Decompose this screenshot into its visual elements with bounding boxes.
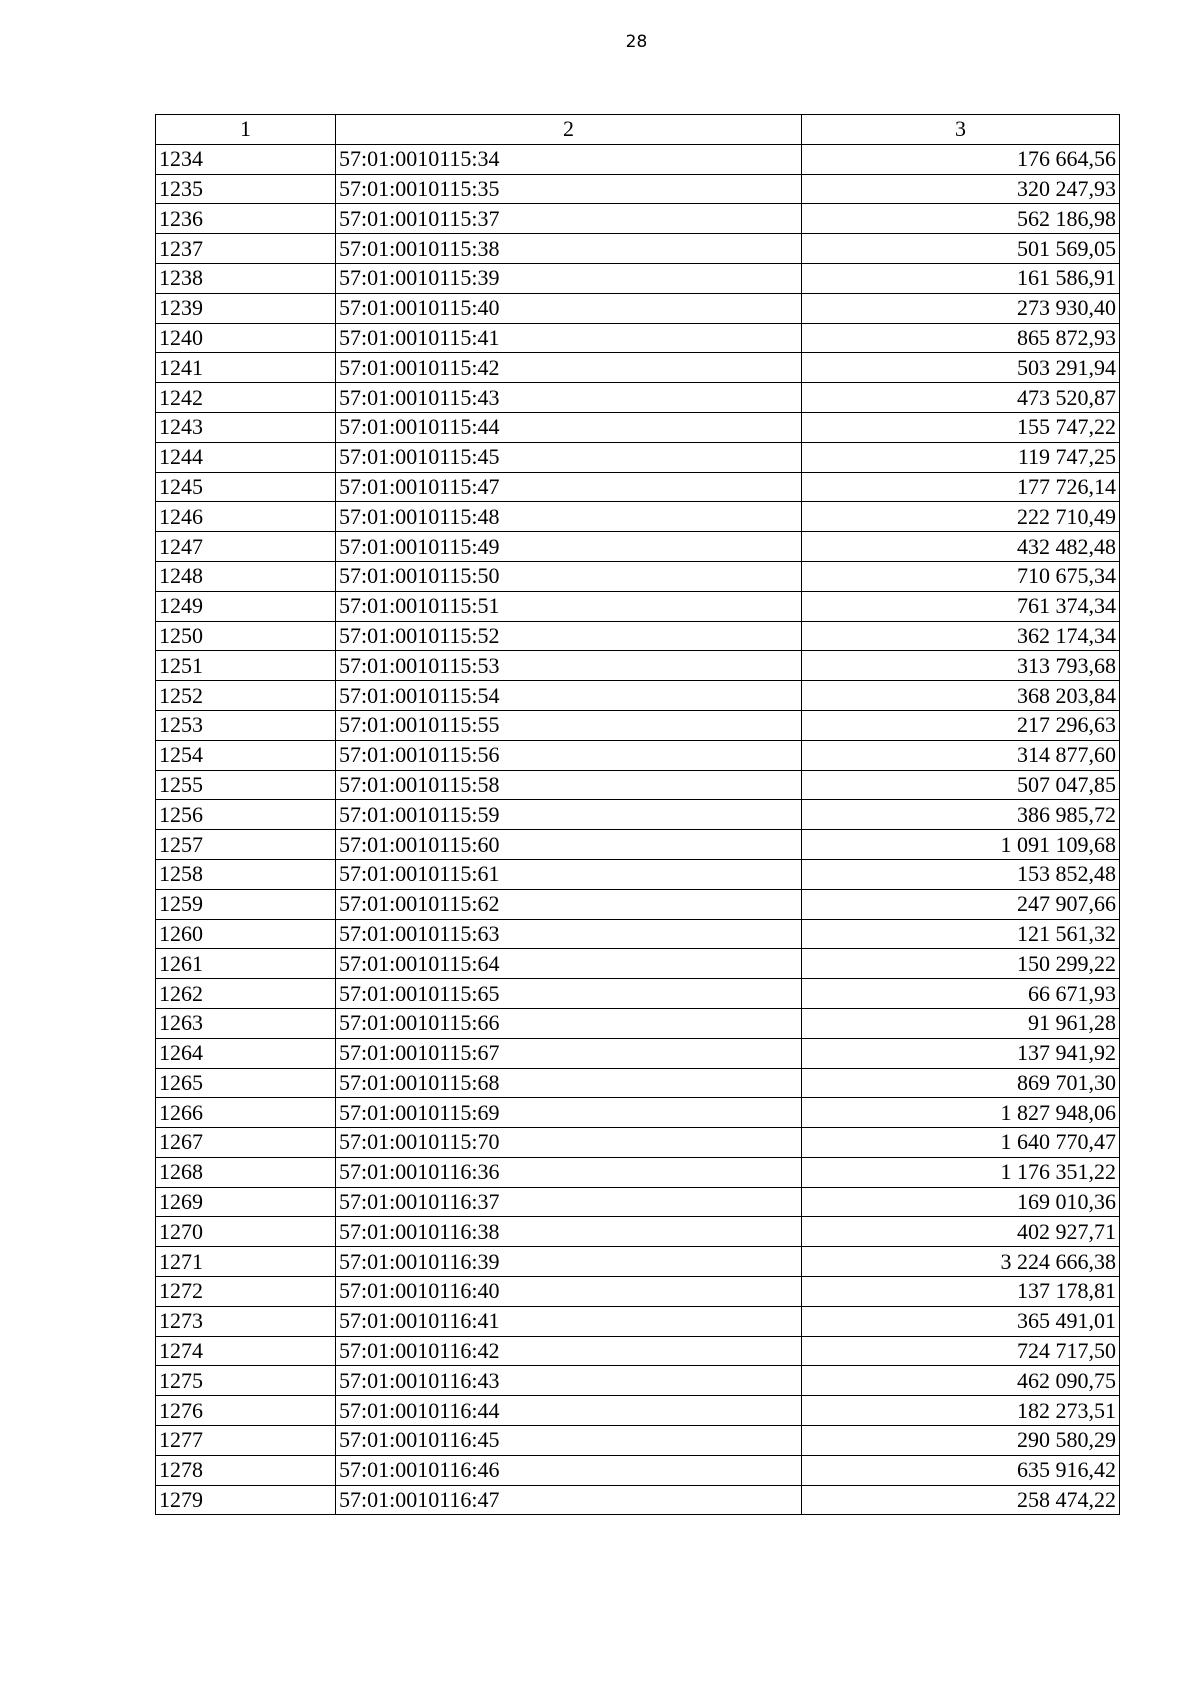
row-number-cell: 1264 bbox=[156, 1038, 336, 1068]
row-number-cell: 1265 bbox=[156, 1068, 336, 1098]
cadastral-number-cell: 57:01:0010115:42 bbox=[336, 353, 802, 383]
cadastral-number-cell: 57:01:0010115:56 bbox=[336, 740, 802, 770]
cadastral-number-cell: 57:01:0010115:65 bbox=[336, 979, 802, 1009]
value-cell: 761 374,34 bbox=[802, 591, 1120, 621]
cadastral-number-cell: 57:01:0010115:63 bbox=[336, 919, 802, 949]
cadastral-number-cell: 57:01:0010116:36 bbox=[336, 1157, 802, 1187]
value-cell: 66 671,93 bbox=[802, 979, 1120, 1009]
cadastral-value-table bbox=[155, 114, 1120, 1515]
row-number-cell: 1266 bbox=[156, 1098, 336, 1128]
cadastral-number-cell: 57:01:0010115:38 bbox=[336, 234, 802, 264]
row-number-cell: 1267 bbox=[156, 1128, 336, 1158]
table-row bbox=[156, 174, 1120, 204]
table-row bbox=[156, 1217, 1120, 1247]
value-cell: 386 985,72 bbox=[802, 800, 1120, 830]
cadastral-number-cell: 57:01:0010115:40 bbox=[336, 293, 802, 323]
cadastral-number-cell: 57:01:0010115:64 bbox=[336, 949, 802, 979]
value-cell: 150 299,22 bbox=[802, 949, 1120, 979]
row-number-cell: 1262 bbox=[156, 979, 336, 1009]
cadastral-number-cell: 57:01:0010116:39 bbox=[336, 1247, 802, 1277]
row-number-cell: 1246 bbox=[156, 502, 336, 532]
row-number-cell: 1263 bbox=[156, 1008, 336, 1038]
value-cell: 217 296,63 bbox=[802, 710, 1120, 740]
table-row bbox=[156, 1038, 1120, 1068]
row-number-cell: 1244 bbox=[156, 442, 336, 472]
row-number-cell: 1271 bbox=[156, 1247, 336, 1277]
cadastral-number-cell: 57:01:0010115:61 bbox=[336, 859, 802, 889]
cadastral-number-cell: 57:01:0010116:43 bbox=[336, 1366, 802, 1396]
value-cell: 247 907,66 bbox=[802, 889, 1120, 919]
cadastral-number-cell: 57:01:0010115:62 bbox=[336, 889, 802, 919]
value-cell: 119 747,25 bbox=[802, 442, 1120, 472]
table-header-row bbox=[156, 115, 1120, 145]
table-row bbox=[156, 502, 1120, 532]
page-number: 28 bbox=[625, 32, 648, 52]
value-cell: 365 491,01 bbox=[802, 1306, 1120, 1336]
cadastral-number-cell: 57:01:0010116:44 bbox=[336, 1396, 802, 1426]
table-body bbox=[156, 115, 1120, 1515]
row-number-cell: 1258 bbox=[156, 859, 336, 889]
column-header-2: 2 bbox=[336, 115, 802, 145]
value-cell: 273 930,40 bbox=[802, 293, 1120, 323]
table-row bbox=[156, 293, 1120, 323]
row-number-cell: 1276 bbox=[156, 1396, 336, 1426]
table-row bbox=[156, 1366, 1120, 1396]
table-row bbox=[156, 1128, 1120, 1158]
column-header-3: 3 bbox=[802, 115, 1120, 145]
cadastral-number-cell: 57:01:0010115:54 bbox=[336, 681, 802, 711]
value-cell: 362 174,34 bbox=[802, 621, 1120, 651]
table-row bbox=[156, 442, 1120, 472]
value-cell: 137 178,81 bbox=[802, 1277, 1120, 1307]
cadastral-number-cell: 57:01:0010115:51 bbox=[336, 591, 802, 621]
cadastral-number-cell: 57:01:0010115:50 bbox=[336, 561, 802, 591]
cadastral-number-cell: 57:01:0010116:42 bbox=[336, 1336, 802, 1366]
value-cell: 1 091 109,68 bbox=[802, 830, 1120, 860]
value-cell: 368 203,84 bbox=[802, 681, 1120, 711]
cadastral-number-cell: 57:01:0010116:41 bbox=[336, 1306, 802, 1336]
table-row bbox=[156, 710, 1120, 740]
row-number-cell: 1250 bbox=[156, 621, 336, 651]
table-row bbox=[156, 144, 1120, 174]
cadastral-number-cell: 57:01:0010115:39 bbox=[336, 263, 802, 293]
row-number-cell: 1238 bbox=[156, 263, 336, 293]
row-number-cell: 1235 bbox=[156, 174, 336, 204]
table-row bbox=[156, 204, 1120, 234]
value-cell: 161 586,91 bbox=[802, 263, 1120, 293]
table-row bbox=[156, 472, 1120, 502]
table-row bbox=[156, 949, 1120, 979]
table-row bbox=[156, 263, 1120, 293]
table-row bbox=[156, 1068, 1120, 1098]
row-number-cell: 1240 bbox=[156, 323, 336, 353]
cadastral-number-cell: 57:01:0010116:38 bbox=[336, 1217, 802, 1247]
value-cell: 313 793,68 bbox=[802, 651, 1120, 681]
table-row bbox=[156, 383, 1120, 413]
cadastral-number-cell: 57:01:0010115:41 bbox=[336, 323, 802, 353]
table-row bbox=[156, 1426, 1120, 1456]
table-row bbox=[156, 919, 1120, 949]
value-cell: 121 561,32 bbox=[802, 919, 1120, 949]
table-row bbox=[156, 591, 1120, 621]
value-cell: 724 717,50 bbox=[802, 1336, 1120, 1366]
cadastral-number-cell: 57:01:0010115:43 bbox=[336, 383, 802, 413]
row-number-cell: 1277 bbox=[156, 1426, 336, 1456]
cadastral-number-cell: 57:01:0010115:49 bbox=[336, 532, 802, 562]
value-cell: 3 224 666,38 bbox=[802, 1247, 1120, 1277]
cadastral-number-cell: 57:01:0010115:35 bbox=[336, 174, 802, 204]
cadastral-number-cell: 57:01:0010115:70 bbox=[336, 1128, 802, 1158]
row-number-cell: 1254 bbox=[156, 740, 336, 770]
row-number-cell: 1279 bbox=[156, 1485, 336, 1515]
table-row bbox=[156, 1336, 1120, 1366]
table-row bbox=[156, 1306, 1120, 1336]
value-cell: 462 090,75 bbox=[802, 1366, 1120, 1396]
value-cell: 222 710,49 bbox=[802, 502, 1120, 532]
cadastral-number-cell: 57:01:0010115:37 bbox=[336, 204, 802, 234]
row-number-cell: 1274 bbox=[156, 1336, 336, 1366]
cadastral-number-cell: 57:01:0010115:44 bbox=[336, 412, 802, 442]
table-row bbox=[156, 1396, 1120, 1426]
table-row bbox=[156, 1098, 1120, 1128]
value-cell: 314 877,60 bbox=[802, 740, 1120, 770]
row-number-cell: 1278 bbox=[156, 1455, 336, 1485]
row-number-cell: 1241 bbox=[156, 353, 336, 383]
row-number-cell: 1257 bbox=[156, 830, 336, 860]
table-row bbox=[156, 532, 1120, 562]
row-number-cell: 1269 bbox=[156, 1187, 336, 1217]
column-header-1: 1 bbox=[156, 115, 336, 145]
value-cell: 320 247,93 bbox=[802, 174, 1120, 204]
value-cell: 562 186,98 bbox=[802, 204, 1120, 234]
cadastral-number-cell: 57:01:0010115:53 bbox=[336, 651, 802, 681]
table-row bbox=[156, 323, 1120, 353]
row-number-cell: 1245 bbox=[156, 472, 336, 502]
table-row bbox=[156, 353, 1120, 383]
cadastral-number-cell: 57:01:0010115:67 bbox=[336, 1038, 802, 1068]
cadastral-number-cell: 57:01:0010115:58 bbox=[336, 770, 802, 800]
value-cell: 91 961,28 bbox=[802, 1008, 1120, 1038]
table-row bbox=[156, 859, 1120, 889]
value-cell: 473 520,87 bbox=[802, 383, 1120, 413]
table-row bbox=[156, 979, 1120, 1009]
value-cell: 137 941,92 bbox=[802, 1038, 1120, 1068]
value-cell: 177 726,14 bbox=[802, 472, 1120, 502]
value-cell: 635 916,42 bbox=[802, 1455, 1120, 1485]
cadastral-number-cell: 57:01:0010116:37 bbox=[336, 1187, 802, 1217]
value-cell: 503 291,94 bbox=[802, 353, 1120, 383]
table-row bbox=[156, 1247, 1120, 1277]
value-cell: 290 580,29 bbox=[802, 1426, 1120, 1456]
table-row bbox=[156, 1455, 1120, 1485]
cadastral-number-cell: 57:01:0010115:55 bbox=[336, 710, 802, 740]
value-cell: 507 047,85 bbox=[802, 770, 1120, 800]
table-row bbox=[156, 1008, 1120, 1038]
cadastral-number-cell: 57:01:0010115:69 bbox=[336, 1098, 802, 1128]
cadastral-number-cell: 57:01:0010116:45 bbox=[336, 1426, 802, 1456]
row-number-cell: 1270 bbox=[156, 1217, 336, 1247]
table-row bbox=[156, 412, 1120, 442]
row-number-cell: 1255 bbox=[156, 770, 336, 800]
row-number-cell: 1249 bbox=[156, 591, 336, 621]
table-row bbox=[156, 770, 1120, 800]
cadastral-number-cell: 57:01:0010115:45 bbox=[336, 442, 802, 472]
cadastral-number-cell: 57:01:0010115:47 bbox=[336, 472, 802, 502]
value-cell: 869 701,30 bbox=[802, 1068, 1120, 1098]
table-row bbox=[156, 889, 1120, 919]
row-number-cell: 1236 bbox=[156, 204, 336, 234]
row-number-cell: 1268 bbox=[156, 1157, 336, 1187]
row-number-cell: 1253 bbox=[156, 710, 336, 740]
table-row bbox=[156, 800, 1120, 830]
table-row bbox=[156, 621, 1120, 651]
cadastral-number-cell: 57:01:0010116:46 bbox=[336, 1455, 802, 1485]
value-cell: 432 482,48 bbox=[802, 532, 1120, 562]
value-cell: 176 664,56 bbox=[802, 144, 1120, 174]
table-row bbox=[156, 1157, 1120, 1187]
row-number-cell: 1247 bbox=[156, 532, 336, 562]
value-cell: 710 675,34 bbox=[802, 561, 1120, 591]
table-row bbox=[156, 740, 1120, 770]
row-number-cell: 1239 bbox=[156, 293, 336, 323]
table-row bbox=[156, 561, 1120, 591]
row-number-cell: 1237 bbox=[156, 234, 336, 264]
value-cell: 501 569,05 bbox=[802, 234, 1120, 264]
table-row bbox=[156, 1187, 1120, 1217]
row-number-cell: 1261 bbox=[156, 949, 336, 979]
value-cell: 1 176 351,22 bbox=[802, 1157, 1120, 1187]
value-cell: 1 827 948,06 bbox=[802, 1098, 1120, 1128]
value-cell: 155 747,22 bbox=[802, 412, 1120, 442]
row-number-cell: 1275 bbox=[156, 1366, 336, 1396]
value-cell: 1 640 770,47 bbox=[802, 1128, 1120, 1158]
row-number-cell: 1256 bbox=[156, 800, 336, 830]
cadastral-number-cell: 57:01:0010115:34 bbox=[336, 144, 802, 174]
table-row bbox=[156, 651, 1120, 681]
table-row bbox=[156, 1277, 1120, 1307]
row-number-cell: 1273 bbox=[156, 1306, 336, 1336]
table-row bbox=[156, 1485, 1120, 1515]
value-cell: 169 010,36 bbox=[802, 1187, 1120, 1217]
cadastral-number-cell: 57:01:0010116:47 bbox=[336, 1485, 802, 1515]
value-cell: 182 273,51 bbox=[802, 1396, 1120, 1426]
table-row bbox=[156, 234, 1120, 264]
cadastral-number-cell: 57:01:0010115:66 bbox=[336, 1008, 802, 1038]
row-number-cell: 1251 bbox=[156, 651, 336, 681]
value-cell: 258 474,22 bbox=[802, 1485, 1120, 1515]
cadastral-number-cell: 57:01:0010115:68 bbox=[336, 1068, 802, 1098]
cadastral-number-cell: 57:01:0010115:59 bbox=[336, 800, 802, 830]
row-number-cell: 1252 bbox=[156, 681, 336, 711]
row-number-cell: 1259 bbox=[156, 889, 336, 919]
row-number-cell: 1260 bbox=[156, 919, 336, 949]
row-number-cell: 1272 bbox=[156, 1277, 336, 1307]
value-cell: 153 852,48 bbox=[802, 859, 1120, 889]
value-cell: 402 927,71 bbox=[802, 1217, 1120, 1247]
row-number-cell: 1243 bbox=[156, 412, 336, 442]
cadastral-number-cell: 57:01:0010116:40 bbox=[336, 1277, 802, 1307]
cadastral-number-cell: 57:01:0010115:48 bbox=[336, 502, 802, 532]
row-number-cell: 1242 bbox=[156, 383, 336, 413]
value-cell: 865 872,93 bbox=[802, 323, 1120, 353]
row-number-cell: 1248 bbox=[156, 561, 336, 591]
cadastral-number-cell: 57:01:0010115:52 bbox=[336, 621, 802, 651]
table-row bbox=[156, 681, 1120, 711]
cadastral-number-cell: 57:01:0010115:60 bbox=[336, 830, 802, 860]
row-number-cell: 1234 bbox=[156, 144, 336, 174]
table-row bbox=[156, 830, 1120, 860]
